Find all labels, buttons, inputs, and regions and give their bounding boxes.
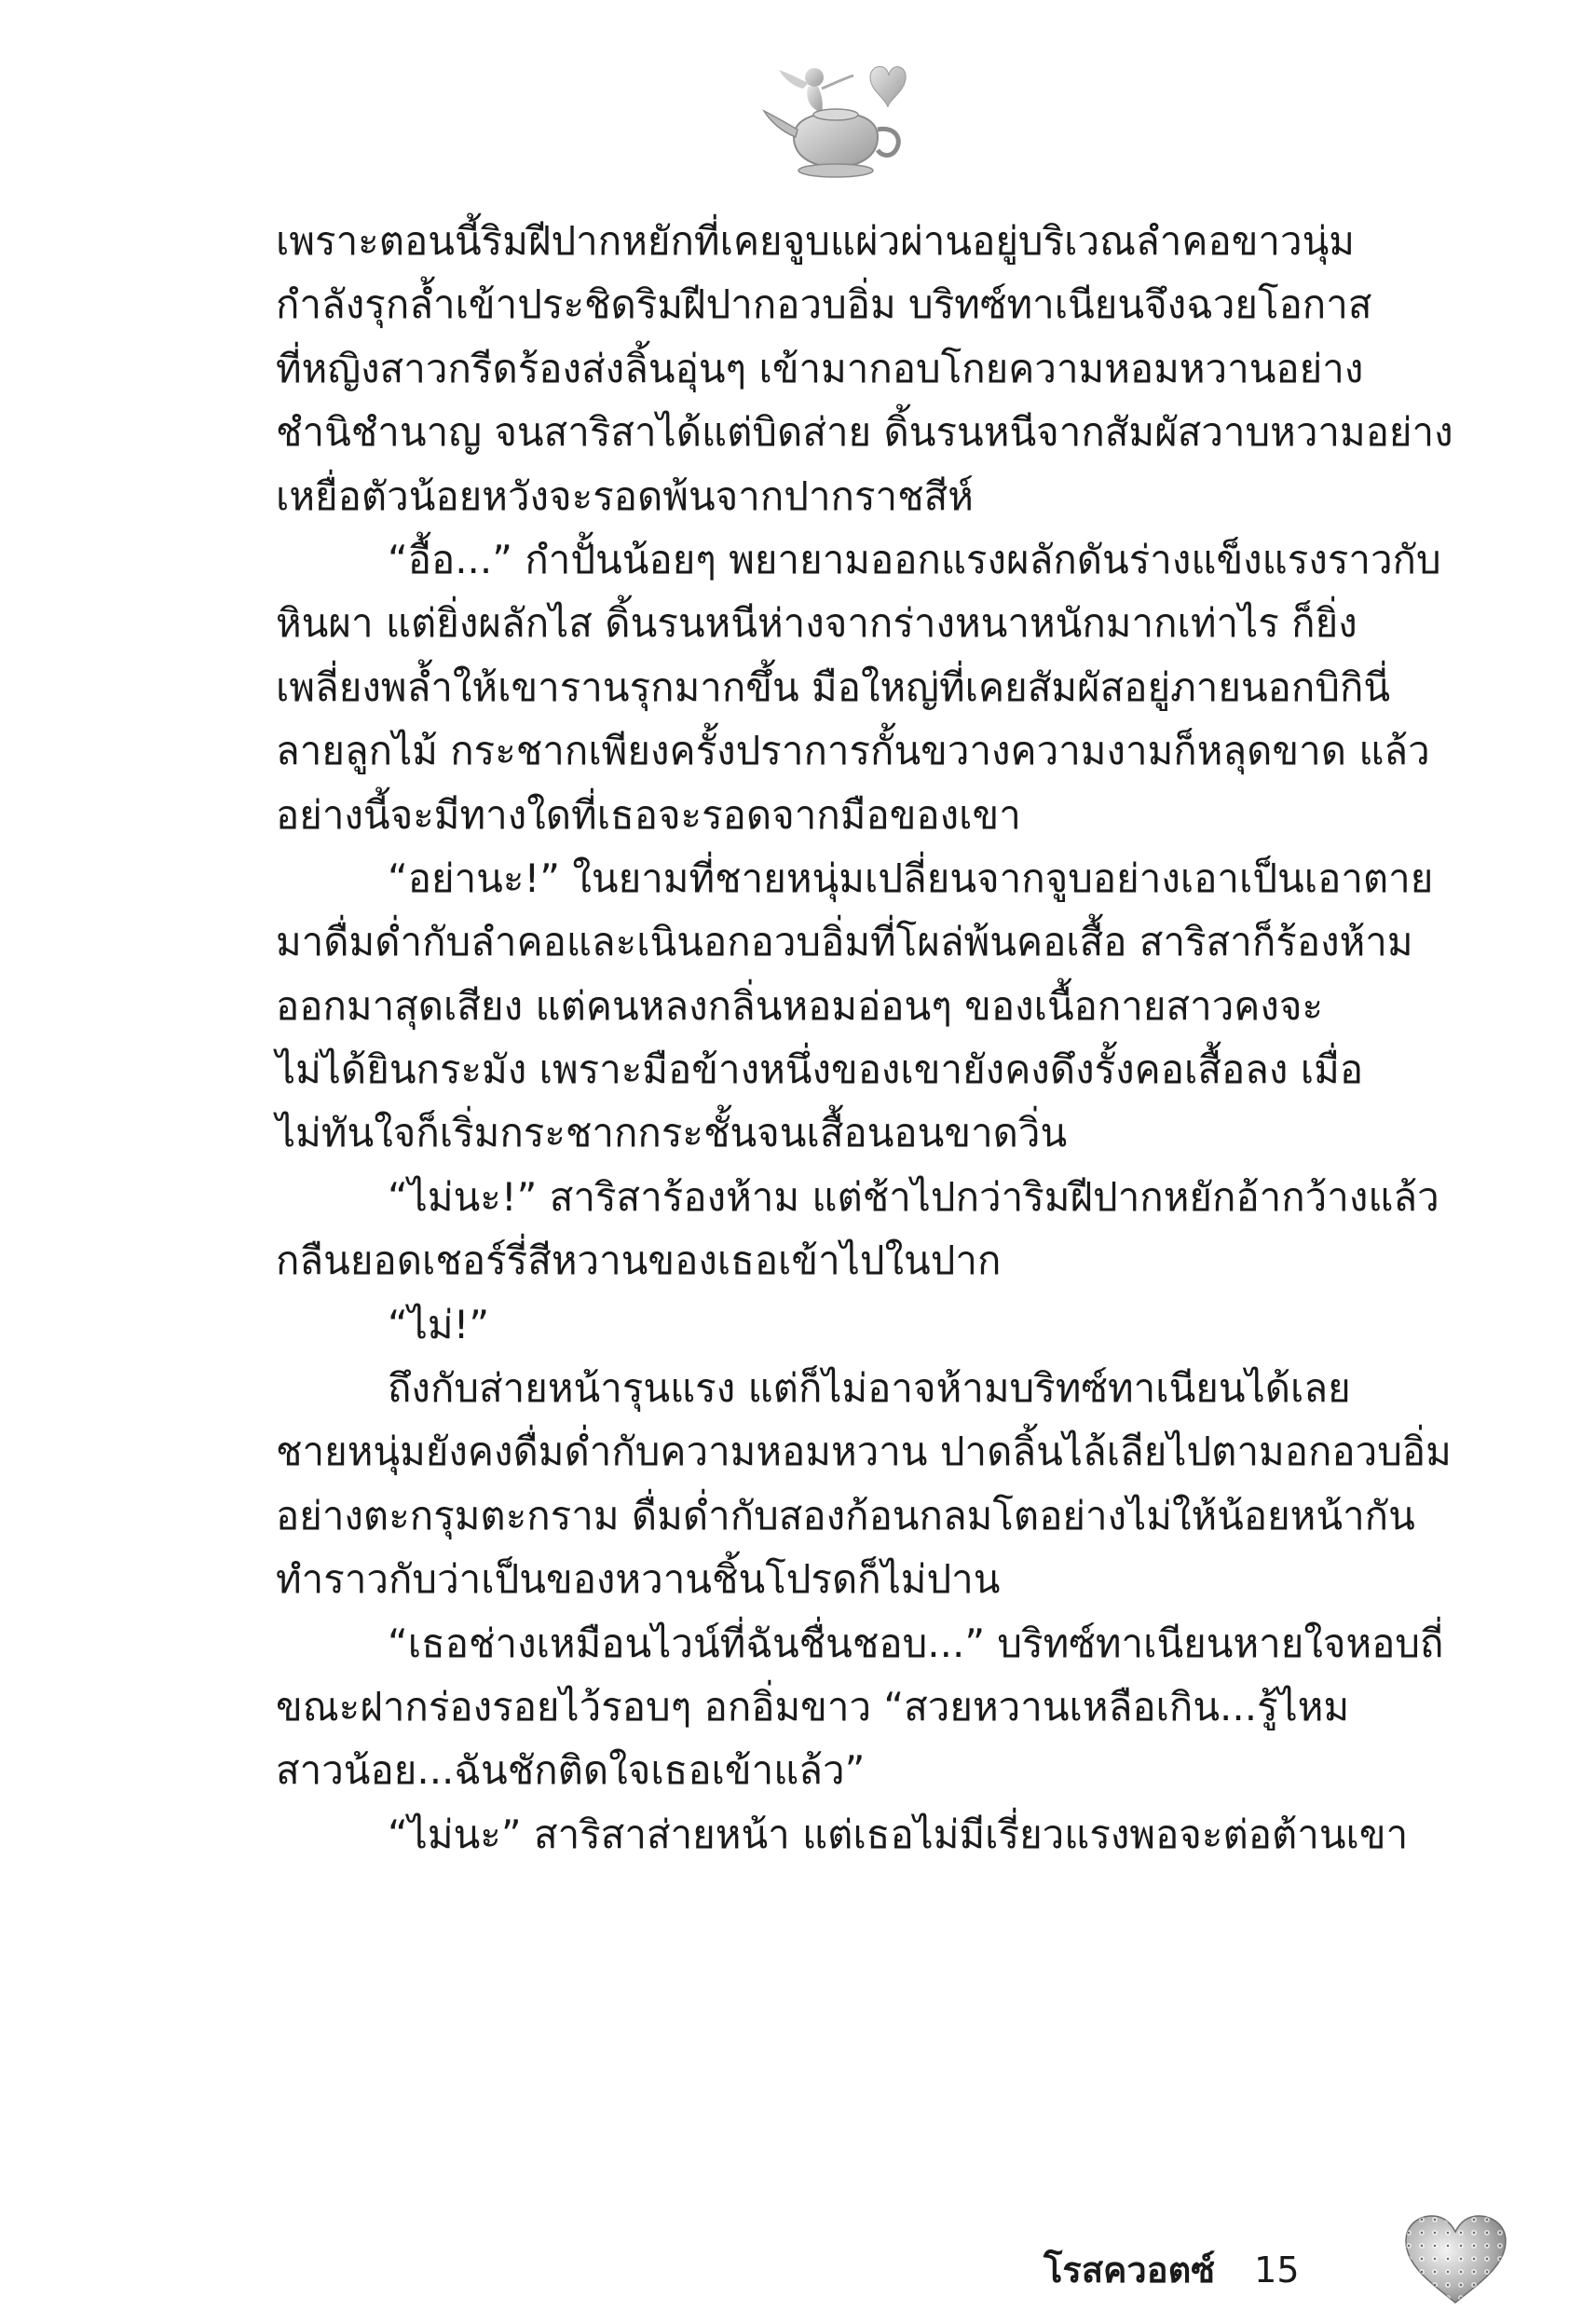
text-line: กำลังรุกล้ำเข้าประชิดริมฝีปากอวบอิ่ม บริทซ์ทาเนียนจึงฉวยโอกาส — [276, 281, 1372, 328]
text-line: ไม่ได้ยินกระมัง เพราะมือข้างหนึ่งของเขายังคงดึงรั้งคอเสื้อลง เมื่อ — [276, 1046, 1364, 1093]
text-line: หินผา แต่ยิ่งผลักไส ดิ้นรนหนีห่างจากร่างหนาหนักมากเท่าไร ก็ยิ่ง — [276, 600, 1357, 647]
teapot-cupid-ornament-icon — [757, 51, 915, 191]
floral-heart-icon — [1402, 2213, 1509, 2306]
text-line: อย่างตะกรุมตะกราม ดื่มด่ำกับสองก้อนกลมโตอย่างไม่ให้น้อยหน้ากัน — [276, 1492, 1415, 1538]
footer — [1044, 2241, 1300, 2298]
body-text — [276, 210, 1453, 1867]
text-line: ทำราวกับว่าเป็นของหวานชิ้นโปรดก็ไม่ปาน — [276, 1556, 1001, 1603]
book-title: โรสควอตซ์ — [1044, 2249, 1216, 2290]
text-line: กลืนยอดเชอร์รี่สีหวานของเธอเข้าไปในปาก — [276, 1238, 1002, 1284]
text-line: “ไม่นะ” สาริสาส่ายหน้า แต่เธอไม่มีเรี่ยวแรงพอจะต่อต้านเขา — [388, 1811, 1409, 1857]
text-line: ไม่ทันใจก็เริ่มกระชากกระชั้นจนเสื้อนอนขาดวิ่น — [276, 1110, 1068, 1156]
text-line: สาวน้อย...ฉันชักติดใจเธอเข้าแล้ว” — [276, 1747, 866, 1794]
text-line: ชำนิชำนาญ จนสาริสาได้แต่บิดส่าย ดิ้นรนหนีจากสัมผัสวาบหวามอย่าง — [276, 409, 1453, 456]
text-line: “เธอช่างเหมือนไวน์ที่ฉันชื่นชอบ...” บริทซ์ทาเนียนหายใจหอบถี่ — [388, 1620, 1444, 1666]
text-line: ลายลูกไม้ กระชากเพียงครั้งปราการกั้นขวางความงามก็หลุดขาด แล้ว — [276, 728, 1430, 774]
page-number: 15 — [1254, 2249, 1300, 2290]
text-line: เพราะตอนนี้ริมฝีปากหยักที่เคยจูบแผ่วผ่านอยู่บริเวณลำคอขาวนุ่ม — [276, 218, 1355, 264]
text-line: เพลี่ยงพล้ำให้เขารานรุกมากขึ้น มือใหญ่ที่เคยสัมผัสอยู่ภายนอกบิกินี่ — [276, 663, 1391, 710]
text-line: “อื้อ...” กำปั้นน้อยๆ พยายามออกแรงผลักดันร่างแข็งแรงราวกับ — [388, 536, 1441, 582]
text-line: ชายหนุ่มยังคงดื่มด่ำกับความหอมหวาน ปาดลิ้นไล้เลียไปตามอกอวบอิ่ม — [276, 1429, 1452, 1475]
text-line: ที่หญิงสาวกรีดร้องส่งลิ้นอุ่นๆ เข้ามากอบโกยความหอมหวานอย่าง — [276, 345, 1364, 391]
text-line: ถึงกับส่ายหน้ารุนแรง แต่ก็ไม่อาจห้ามบริทซ์ทาเนียนได้เลย — [388, 1365, 1351, 1412]
text-line: ออกมาสุดเสียง แต่คนหลงกลิ่นหอมอ่อนๆ ของเนื้อกายสาวคงจะ — [276, 982, 1324, 1029]
text-line: มาดื่มด่ำกับลำคอและเนินอกอวบอิ่มที่โผล่พ้นคอเสื้อ สาริสาก็ร้องห้าม — [276, 919, 1413, 965]
text-line: “อย่านะ!” ในยามที่ชายหนุ่มเปลี่ยนจากจูบอย่างเอาเป็นเอาตาย — [388, 855, 1434, 901]
text-line: “ไม่นะ!” สาริสาร้องห้าม แต่ช้าไปกว่าริมฝีปากหยักอ้ากว้างแล้ว — [388, 1173, 1439, 1220]
text-line: “ไม่!” — [388, 1301, 490, 1347]
text-line: เหยื่อตัวน้อยหวังจะรอดพ้นจากปากราชสีห์ — [276, 472, 974, 519]
text-line: ขณะฝากร่องรอยไว้รอบๆ อกอิ่มขาว “สวยหวานเหลือเกิน...รู้ไหม — [276, 1683, 1350, 1730]
text-line: อย่างนี้จะมีทางใดที่เธอจะรอดจากมือของเขา — [276, 791, 1021, 838]
